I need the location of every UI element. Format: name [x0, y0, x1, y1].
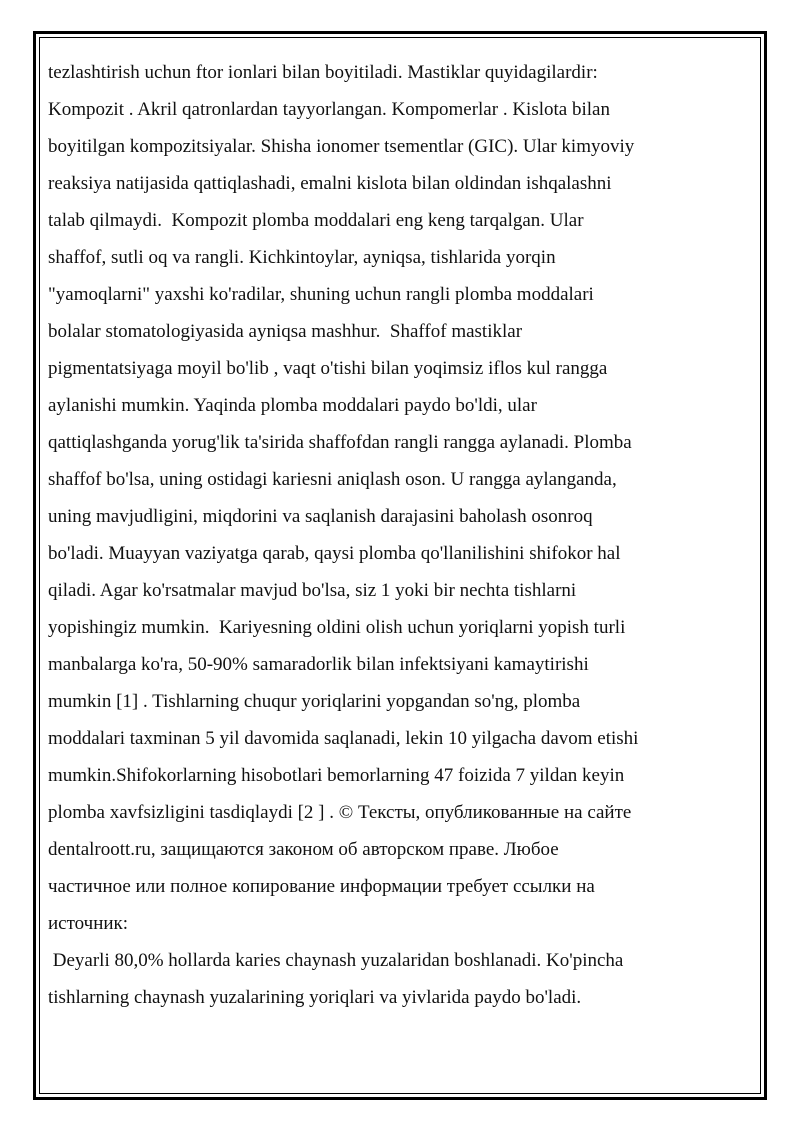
- text-line: boyitilgan kompozitsiyalar. Shisha ionomer tsementlar (GIC). Ular kimyoviy: [48, 136, 635, 157]
- text-line: tezlashtirish uchun ftor ionlari bilan boyitiladi. Mastiklar quyidagilardir:: [48, 62, 598, 83]
- text-line: talab qilmaydi. Kompozit plomba moddalari eng keng tarqalgan. Ular: [48, 210, 584, 231]
- text-line: частичное или полное копирование информации требует ссылки на: [48, 876, 595, 897]
- text-line: manbalarga ko'ra, 50-90% samaradorlik bilan infektsiyani kamaytirishi: [48, 654, 589, 675]
- text-line: qiladi. Agar ko'rsatmalar mavjud bo'lsa, siz 1 yoki bir nechta tishlarni: [48, 580, 577, 601]
- text-line: "yamoqlarni" yaxshi ko'radilar, shuning uchun rangli plomba moddalari: [48, 284, 594, 305]
- text-line: Kompozit . Akril qatronlardan tayyorlangan. Kompomerlar . Kislota bilan: [48, 99, 610, 120]
- text-line: pigmentatsiyaga moyil bo'lib , vaqt o'tishi bilan yoqimsiz iflos kul rangga: [48, 358, 608, 379]
- text-line: reaksiya natijasida qattiqlashadi, emalni kislota bilan oldindan ishqalashni: [48, 173, 612, 194]
- text-line: bolalar stomatologiyasida ayniqsa mashhur. Shaffof mastiklar: [48, 321, 523, 342]
- text-line: qattiqlashganda yorug'lik ta'sirida shaffofdan rangli rangga aylanadi. Plomba: [48, 432, 632, 453]
- text-line: yopishingiz mumkin. Kariyesning oldini olish uchun yoriqlarni yopish turli: [48, 617, 626, 638]
- text-line: mumkin.Shifokorlarning hisobotlari bemorlarning 47 foizida 7 yildan keyin: [48, 765, 625, 786]
- text-line: uning mavjudligini, miqdorini va saqlanish darajasini baholash osonroq: [48, 506, 593, 527]
- text-line: bo'ladi. Muayyan vaziyatga qarab, qaysi plomba qo'llanilishini shifokor hal: [48, 543, 621, 564]
- text-line: aylanishi mumkin. Yaqinda plomba moddalari paydo bo'ldi, ular: [48, 395, 537, 416]
- document-body: [48, 54, 760, 1016]
- text-line: tishlarning chaynash yuzalarining yoriqlari va yivlarida paydo bo'ladi.: [48, 987, 582, 1008]
- text-line: Deyarli 80,0% hollarda karies chaynash yuzalaridan boshlanadi. Ko'pincha: [48, 950, 624, 971]
- text-line: shaffof, sutli oq va rangli. Kichkintoylar, ayniqsa, tishlarida yorqin: [48, 247, 556, 268]
- text-line: dentalroott.ru, защищаются законом об авторском праве. Любое: [48, 839, 559, 860]
- text-line: mumkin [1] . Tishlarning chuqur yoriqlarini yopgandan so'ng, plomba: [48, 691, 581, 712]
- text-line: источник:: [48, 913, 129, 934]
- text-line: shaffof bo'lsa, uning ostidagi kariesni aniqlash oson. U rangga aylanganda,: [48, 469, 617, 490]
- text-line: plomba xavfsizligini tasdiqlaydi [2 ] . © Тексты, опубликованные на сайте: [48, 802, 632, 823]
- text-line: moddalari taxminan 5 yil davomida saqlanadi, lekin 10 yilgacha davom etishi: [48, 728, 639, 749]
